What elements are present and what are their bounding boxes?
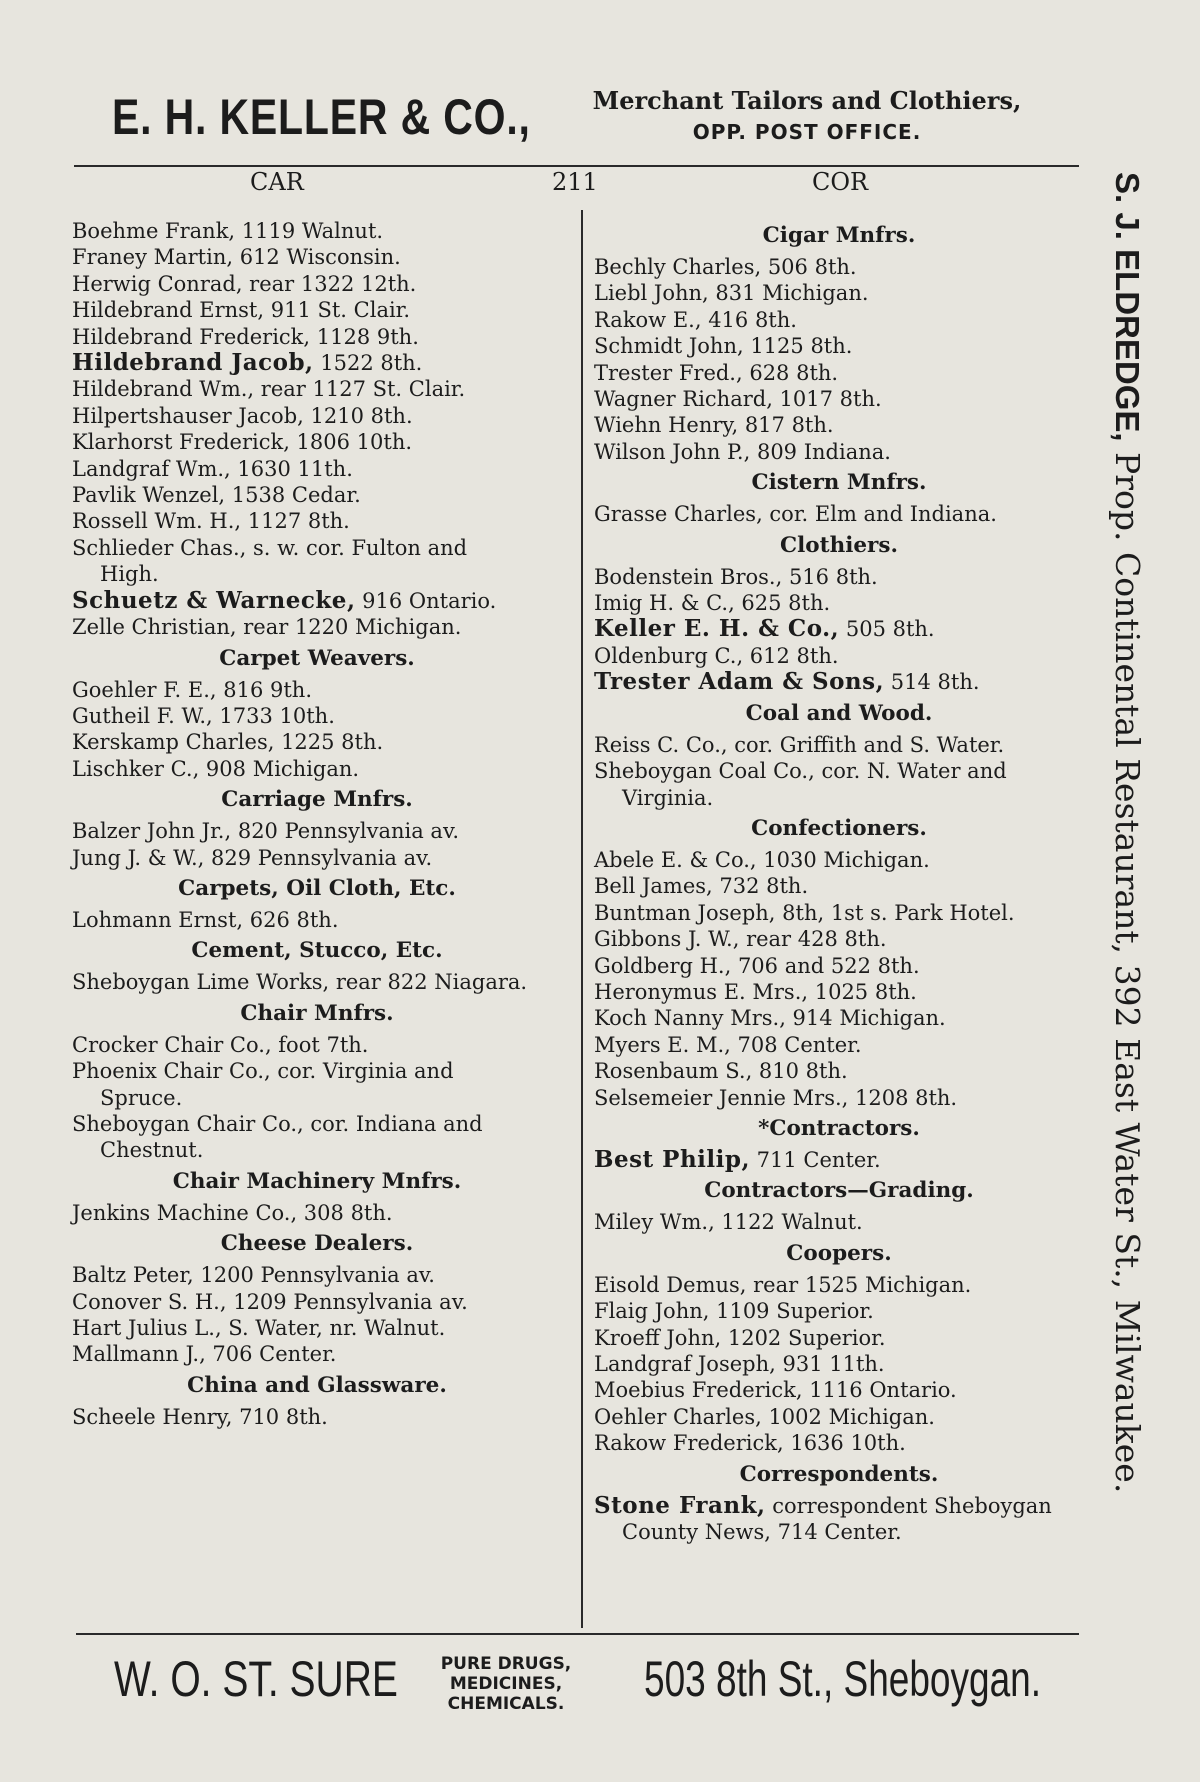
entry-text: 514 8th. (884, 670, 980, 695)
business-name: Schuetz & Warnecke, (72, 586, 356, 614)
top-divider (74, 165, 1079, 167)
entry-text: Miley Wm., 1122 Walnut. (594, 1210, 863, 1235)
entry-text: Wilson John P., 809 Indiana. (594, 439, 891, 464)
entry-text: Conover S. H., 1209 Pennsylvania av. (72, 1289, 468, 1314)
entry-text: Kerskamp Charles, 1225 8th. (72, 730, 384, 755)
running-header-left: CAR (250, 168, 304, 196)
directory-entry (594, 873, 1084, 899)
entry-text: Koch Nanny Mrs., 914 Michigan. (594, 1006, 946, 1031)
directory-entry (72, 1058, 562, 1111)
column-divider (581, 210, 583, 1628)
directory-entry (594, 1209, 1084, 1235)
directory-entry (72, 324, 562, 350)
entry-continuation: Spruce. (100, 1085, 183, 1110)
directory-entry (72, 403, 562, 429)
entry-text: Rakow Frederick, 1636 10th. (594, 1431, 906, 1456)
directory-entry (72, 703, 562, 729)
category-heading: Cement, Stucco, Etc. (191, 938, 443, 964)
directory-entry (72, 482, 562, 508)
entry-text: Klarhorst Frederick, 1806 10th. (72, 430, 413, 455)
directory-entry (594, 254, 1084, 280)
entry-text: Sheboygan Lime Works, rear 822 Niagara. (72, 970, 528, 995)
directory-entry (594, 1005, 1084, 1031)
directory-entry (594, 1058, 1084, 1084)
category-heading: *Contractors. (758, 1115, 920, 1141)
directory-entry (72, 614, 562, 640)
directory-entry (594, 643, 1084, 669)
entry-text: correspondent Sheboygan County News, 714 Center. (622, 1493, 1052, 1545)
entry-text: Gibbons J. W., rear 428 8th. (594, 927, 887, 952)
entry-text: Rossell Wm. H., 1127 8th. (72, 509, 350, 534)
directory-entry (594, 386, 1084, 412)
directory-entry (72, 677, 562, 703)
entry-text: Sheboygan Chair Co., cor. Indiana and (72, 1111, 483, 1136)
category-heading: Carpet Weavers. (219, 645, 415, 671)
entry-text: Wagner Richard, 1017 8th. (594, 387, 882, 412)
directory-entry (594, 1032, 1084, 1058)
entry-text: 916 Ontario. (355, 588, 497, 613)
directory-entry (72, 218, 562, 244)
entry-text: Heronymus E. Mrs., 1025 8th. (594, 979, 917, 1004)
entry-text: 1522 8th. (313, 351, 423, 376)
directory-entry (594, 501, 1084, 527)
entry-text: Myers E. M., 708 Center. (594, 1032, 862, 1057)
entry-text: Baltz Peter, 1200 Pennsylvania av. (72, 1263, 435, 1288)
directory-entry (594, 758, 1084, 811)
category-heading: Cheese Dealers. (220, 1231, 414, 1257)
directory-entry (594, 439, 1084, 465)
directory-entry (72, 271, 562, 297)
entry-text: Mallmann J., 706 Center. (72, 1342, 337, 1367)
directory-entry (594, 1147, 1084, 1173)
bottom-ad-firm: W. O. ST. SURE (114, 1651, 398, 1707)
directory-entry (594, 900, 1084, 926)
directory-entry (594, 280, 1084, 306)
entry-text: Schlieder Chas., s. w. cor. Fulton and (72, 535, 468, 560)
entry-text: Buntman Joseph, 8th, 1st s. Park Hotel. (594, 900, 1015, 925)
advertiser-name: E. H. KELLER & CO., (112, 89, 531, 145)
directory-entry (72, 244, 562, 270)
running-header-right: COR (812, 168, 869, 196)
directory-entry (594, 1272, 1084, 1298)
category-heading: China and Glassware. (187, 1372, 447, 1398)
directory-entry (72, 1200, 562, 1226)
category-heading: Clothiers. (780, 532, 898, 558)
directory-entry (594, 1325, 1084, 1351)
entry-continuation: High. (100, 562, 159, 587)
entry-text: Pavlik Wenzel, 1538 Cedar. (72, 483, 361, 508)
entry-text: Goehler F. E., 816 9th. (72, 677, 312, 702)
bottom-ad-products (401, 1654, 611, 1714)
entry-text: Grasse Charles, cor. Elm and Indiana. (594, 502, 997, 527)
category-heading: Chair Mnfrs. (240, 1000, 394, 1026)
directory-entry (594, 1085, 1084, 1111)
entry-text: Bechly Charles, 506 8th. (594, 255, 857, 279)
side-ad-text: Prop. Continental Restaurant, 392 East Water St., Milwaukee. (1108, 441, 1147, 1494)
category-heading: Carpets, Oil Cloth, Etc. (178, 875, 456, 901)
entry-text: Phoenix Chair Co., cor. Virginia and (72, 1059, 454, 1084)
category-heading: Coal and Wood. (745, 700, 933, 726)
directory-entry (594, 412, 1084, 438)
directory-entry (594, 1351, 1084, 1377)
entry-text: Sheboygan Coal Co., cor. N. Water and (594, 759, 1007, 784)
directory-entry (72, 907, 562, 933)
category-heading: Coopers. (786, 1240, 892, 1266)
entry-text: Crocker Chair Co., foot 7th. (72, 1032, 369, 1057)
directory-entry (72, 1262, 562, 1288)
entry-text: Goldberg H., 706 and 522 8th. (594, 953, 920, 978)
top-advertisement (112, 82, 1052, 148)
entry-text: Hildebrand Ernst, 911 St. Clair. (72, 298, 411, 323)
directory-entry (594, 333, 1084, 359)
side-ad-name: S. J. ELDREDGE, (1109, 172, 1146, 442)
directory-entry (72, 297, 562, 323)
category-heading: Carriage Mnfrs. (221, 787, 413, 813)
left-column (72, 218, 562, 1430)
entry-continuation: Virginia. (622, 785, 714, 810)
product-line: MEDICINES, (449, 1674, 563, 1694)
category-heading: Chair Machinery Mnfrs. (172, 1168, 462, 1194)
entry-text: Gutheil F. W., 1733 10th. (72, 703, 335, 728)
directory-entry (72, 588, 562, 614)
bottom-ad-address: 503 8th St., Sheboygan. (644, 1651, 1042, 1707)
entry-text: Moebius Frederick, 1116 Ontario. (594, 1378, 957, 1403)
entry-text: Jenkins Machine Co., 308 8th. (72, 1200, 393, 1225)
entry-text: Trester Fred., 628 8th. (594, 360, 839, 385)
category-heading: Correspondents. (739, 1461, 939, 1487)
directory-entry (594, 590, 1084, 616)
entry-text: Landgraf Wm., 1630 11th. (72, 456, 353, 481)
directory-entry (594, 926, 1084, 952)
directory-entry (72, 376, 562, 402)
advertiser-tagline: Merchant Tailors and Clothiers, (592, 86, 1022, 115)
entry-text: Bodenstein Bros., 516 8th. (594, 564, 878, 589)
business-name: Best Philip, (594, 1145, 750, 1173)
directory-entry (594, 1493, 1084, 1546)
directory-entry (72, 429, 562, 455)
directory-entry (72, 1289, 562, 1315)
business-name: Keller E. H. & Co., (594, 615, 840, 643)
directory-entry (594, 1430, 1084, 1456)
entry-text: Rosenbaum S., 810 8th. (594, 1059, 848, 1084)
entry-text: Oldenburg C., 612 8th. (594, 643, 839, 668)
directory-entry (72, 1341, 562, 1367)
entry-text: 711 Center. (749, 1147, 881, 1172)
business-name: Trester Adam & Sons, (594, 668, 885, 696)
directory-entry (72, 1404, 562, 1430)
entry-text: Balzer John Jr., 820 Pennsylvania av. (72, 819, 460, 844)
entry-text: Wiehn Henry, 817 8th. (594, 413, 834, 438)
entry-text: Landgraf Joseph, 931 11th. (594, 1352, 885, 1376)
directory-entry (72, 845, 562, 871)
directory-entry (594, 564, 1084, 590)
side-advertisement (1105, 172, 1149, 1612)
entry-text: Franey Martin, 612 Wisconsin. (72, 245, 401, 270)
directory-entry (72, 969, 562, 995)
directory-entry (594, 307, 1084, 333)
entry-text: Lohmann Ernst, 626 8th. (72, 907, 339, 932)
directory-entry (594, 360, 1084, 386)
entry-text: Hildebrand Wm., rear 1127 St. Clair. (72, 377, 466, 402)
directory-entry (594, 1377, 1084, 1403)
category-heading: Contractors—Grading. (704, 1178, 974, 1204)
entry-text: Kroeff John, 1202 Superior. (594, 1325, 886, 1350)
entry-text: Zelle Christian, rear 1220 Michigan. (72, 615, 462, 640)
directory-entry (594, 1298, 1084, 1324)
entry-text: Rakow E., 416 8th. (594, 307, 797, 332)
entry-text: Liebl John, 831 Michigan. (594, 281, 869, 306)
entry-text: Abele E. & Co., 1030 Michigan. (594, 847, 930, 872)
directory-entry (72, 1032, 562, 1058)
directory-entry (72, 456, 562, 482)
category-heading: Confectioners. (751, 815, 927, 841)
entry-text: Imig H. & C., 625 8th. (594, 591, 831, 616)
directory-entry (72, 535, 562, 588)
entry-text: Lischker C., 908 Michigan. (72, 756, 360, 781)
entry-text: Hilpertshauser Jacob, 1210 8th. (72, 403, 413, 428)
entry-text: Scheele Henry, 710 8th. (72, 1404, 328, 1429)
category-heading: Cistern Mnfrs. (751, 470, 927, 496)
category-heading: Cigar Mnfrs. (762, 223, 916, 248)
business-name: Stone Frank, (594, 1491, 766, 1519)
directory-entry (72, 818, 562, 844)
entry-text: Bell James, 732 8th. (594, 874, 809, 899)
directory-entry (594, 953, 1084, 979)
directory-entry (72, 508, 562, 534)
directory-entry (594, 669, 1084, 695)
entry-text: 505 8th. (839, 617, 935, 642)
entry-text: Reiss C. Co., cor. Griffith and S. Water. (594, 732, 1005, 757)
directory-entry (72, 756, 562, 782)
entry-text: Flaig John, 1109 Superior. (594, 1299, 874, 1324)
product-line: CHEMICALS. (447, 1694, 565, 1714)
entry-continuation: Chestnut. (100, 1138, 204, 1163)
directory-entry (72, 1315, 562, 1341)
entry-text: Schmidt John, 1125 8th. (594, 334, 853, 359)
entry-text: Jung J. & W., 829 Pennsylvania av. (72, 845, 433, 870)
directory-entry (72, 729, 562, 755)
directory-entry (594, 732, 1084, 758)
entry-text: Selsemeier Jennie Mrs., 1208 8th. (594, 1085, 958, 1110)
entry-text: Oehler Charles, 1002 Michigan. (594, 1404, 935, 1429)
directory-entry (72, 1111, 562, 1164)
directory-entry (594, 847, 1084, 873)
product-line: PURE DRUGS, (440, 1654, 572, 1674)
entry-text: Hildebrand Frederick, 1128 9th. (72, 324, 419, 349)
page-number: 211 (552, 168, 598, 196)
directory-entry (72, 350, 562, 376)
directory-entry (594, 1404, 1084, 1430)
bottom-advertisement (114, 1646, 1064, 1726)
entry-text: Eisold Demus, rear 1525 Michigan. (594, 1272, 972, 1297)
right-column (594, 218, 1084, 1545)
directory-entry (594, 616, 1084, 642)
advertiser-location: OPP. POST OFFICE. (692, 120, 922, 144)
entry-text: Hart Julius L., S. Water, nr. Walnut. (72, 1316, 446, 1340)
entry-text: Herwig Conrad, rear 1322 12th. (72, 271, 417, 296)
bottom-divider (76, 1633, 1079, 1635)
business-name: Hildebrand Jacob, (72, 349, 314, 377)
directory-entry (594, 979, 1084, 1005)
entry-text: Boehme Frank, 1119 Walnut. (72, 219, 384, 243)
